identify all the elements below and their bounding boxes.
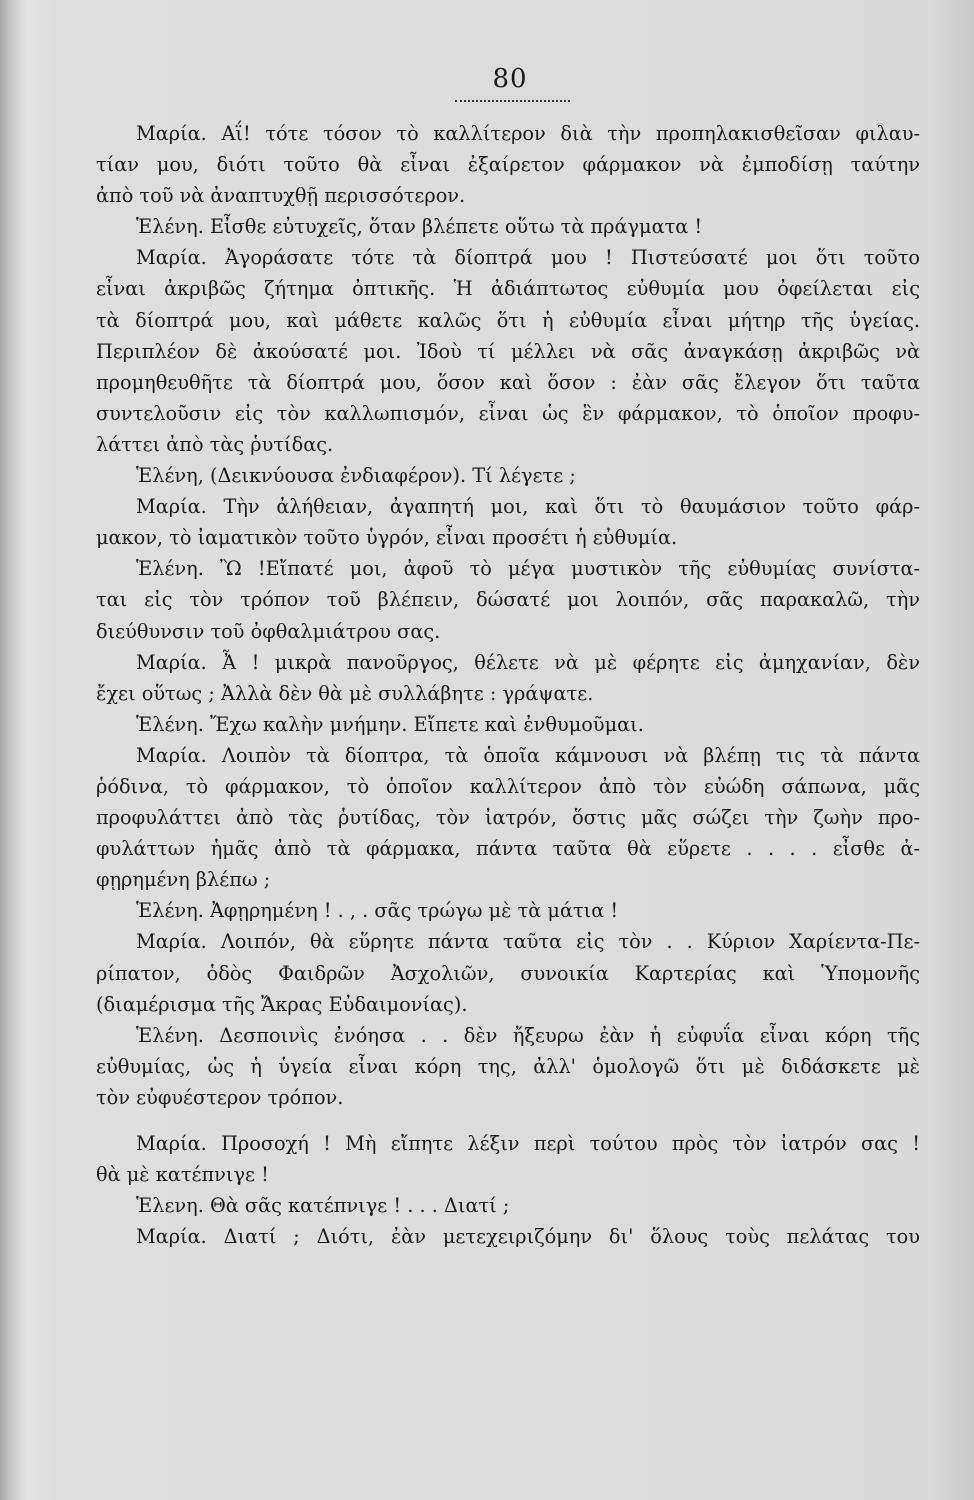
text-line: ῥόδινα, τὸ φάρμακον, τὸ ὁποῖον καλλίτερον ἀπὸ τὸν εὐώδη σάπωνα, μᾶς xyxy=(96,774,920,798)
text-line: θὰ μὲ κατέπνιγε ! xyxy=(96,1163,269,1187)
text-line: ἀπὸ τοῦ νὰ ἀναπτυχθῇ περισσότερον. xyxy=(96,184,466,208)
text-line: τίαν μου, διότι τοῦτο θὰ εἶναι ἐξαίρετον φάρμακον νὰ ἐμποδίσῃ ταύτην xyxy=(96,153,920,177)
text-line: προφυλάττει ἀπὸ τὰς ῥυτίδας, τὸν ἰατρόν, ὅστις μᾶς σώζει τὴν ζωὴν προ- xyxy=(96,806,920,830)
text-line: Ἑλένη. Ἔχω καλὴν μνήμην. Εἴπετε καὶ ἐνθυμοῦμαι. xyxy=(136,712,644,736)
text-line: Περιπλέον δὲ ἀκούσατέ μοι. Ἰδοὺ τί μέλλει νὰ σᾶς ἀναγκάσῃ ἀκριβῶς νὰ xyxy=(96,339,920,363)
text-line: Μαρία. Διατί ; Διότι, ἐὰν μετεχειριζόμην δι' ὅλους τοὺς πελάτας του xyxy=(136,1225,920,1249)
text-line: Ἑλενη. Θὰ σᾶς κατέπνιγε ! . . . Διατί ; xyxy=(136,1194,510,1218)
text-line: Μαρία. Τὴν ἀλήθειαν, ἀγαπητή μοι, καὶ ὅτι τὸ θαυμάσιον τοῦτο φάρ- xyxy=(136,495,920,519)
text-line: μακον, τὸ ἰαματικὸν τοῦτο ὑγρόν, εἶναι προσέτι ἡ εὐθυμία. xyxy=(96,526,678,550)
text-line: φῃρημένη βλέπω ; xyxy=(96,868,271,892)
text-line: εἶναι ἀκριβῶς ζήτημα ὀπτικῆς. Ἡ ἀδιάπτωτος εὐθυμία μου ὀφείλεται εἰς xyxy=(96,277,920,301)
text-line: τὸν εὐφυέστερον τρόπον. xyxy=(96,1085,344,1109)
page-number: 80 xyxy=(492,64,528,94)
text-line: ται εἰς τὸν τρόπον τοῦ βλέπειν, δώσατέ μοι λοιπόν, σᾶς παρακαλῶ, τὴν xyxy=(96,588,920,612)
text-line: λάττει ἀπὸ τὰς ῥυτίδας. xyxy=(96,432,334,456)
text-line: Μαρία. Ἆ ! μικρὰ πανοῦργος, θέλετε νὰ μὲ φέρητε εἰς ἀμηχανίαν, δὲν xyxy=(136,650,920,674)
text-line: Μαρία. Λοιπὸν τὰ δίοπτρα, τὰ ὁποῖα κάμνουσι νὰ βλέπῃ τις τὰ πάντα xyxy=(136,743,920,767)
text-line: εὐθυμίας, ὡς ἡ ὑγεία εἶναι κόρη της, ἀλλ' ὁμολογῶ ὅτι μὲ διδάσκετε μὲ xyxy=(96,1054,920,1078)
text-line: Ἑλένη. Δεσποινὶς ἐνόησα . . δὲν ἤξευρω ἐὰν ἡ εὐφυΐα εἶναι κόρη τῆς xyxy=(136,1023,920,1047)
text-line: προμηθευθῆτε τὰ δίοπτρά μου, ὅσον καὶ ὅσον : ἐὰν σᾶς ἔλεγον ὅτι ταῦτα xyxy=(96,370,920,394)
text-line: Ἑλένη. Ἀφῃρημένη ! . , . σᾶς τρώγω μὲ τὰ μάτια ! xyxy=(136,899,619,923)
text-line: συντελοῦσιν εἰς τὸν καλλωπισμόν, εἶναι ὡς ἓν φάρμακον, τὸ ὁποῖον προφυ- xyxy=(96,401,920,425)
dialogue-text xyxy=(96,118,920,1252)
text-line: φυλάττων ἡμᾶς ἀπὸ τὰ φάρμακα, πάντα ταῦτα θὰ εὕρετε . . . . εἶσθε ἀ- xyxy=(96,837,920,861)
text-line: Μαρία. Λοιπόν, θὰ εὕρητε πάντα ταῦτα εἰς τὸν . . Κύριον Χαρίεντα-Πε- xyxy=(136,930,920,954)
text-line: (διαμέρισμα τῆς Ἄκρας Εὐδαιμονίας). xyxy=(96,992,468,1016)
text-line: Ἑλένη, (Δεικνύουσα ἐνδιαφέρον). Τί λέγετε ; xyxy=(136,464,576,488)
text-line: τὰ δίοπτρά μου, καὶ μάθετε καλῶς ὅτι ἡ εὐθυμία εἶναι μήτηρ τῆς ὑγείας. xyxy=(96,308,920,332)
text-line: Ἑλένη. Εἶσθε εὐτυχεῖς, ὅταν βλέπετε οὕτω τὰ πράγματα ! xyxy=(136,215,703,239)
text-line: ρίπατον, ὁδὸς Φαιδρῶν Ἀσχολιῶν, συνοικία Καρτερίας καὶ Ὑπομονῆς xyxy=(96,961,920,985)
text-line: Μαρία. Προσοχή ! Μὴ εἴπητε λέξιν περὶ τούτου πρὸς τὸν ἰατρόν σας ! xyxy=(136,1132,920,1155)
header-rule xyxy=(455,100,570,102)
text-line: Μαρία. Αΐ! τότε τόσον τὸ καλλίτερον διὰ τὴν προπηλακισθεῖσαν φιλαυ- xyxy=(136,122,920,145)
paragraph-gap xyxy=(96,1113,920,1128)
text-line: Ἑλένη. Ὢ !Εἴπατέ μοι, ἀφοῦ τὸ μέγα μυστικὸν τῆς εὐθυμίας συνίστα- xyxy=(136,557,920,581)
text-line: ἔχει οὕτως ; Ἀλλὰ δὲν θὰ μὲ συλλάβητε : γράψατε. xyxy=(96,681,594,705)
text-line: διεύθυνσιν τοῦ ὀφθαλμιάτρου σας. xyxy=(96,619,441,643)
text-line: Μαρία. Ἀγοράσατε τότε τὰ δίοπτρά μου ! Πιστεύσατέ μοι ὅτι τοῦτο xyxy=(136,246,920,270)
